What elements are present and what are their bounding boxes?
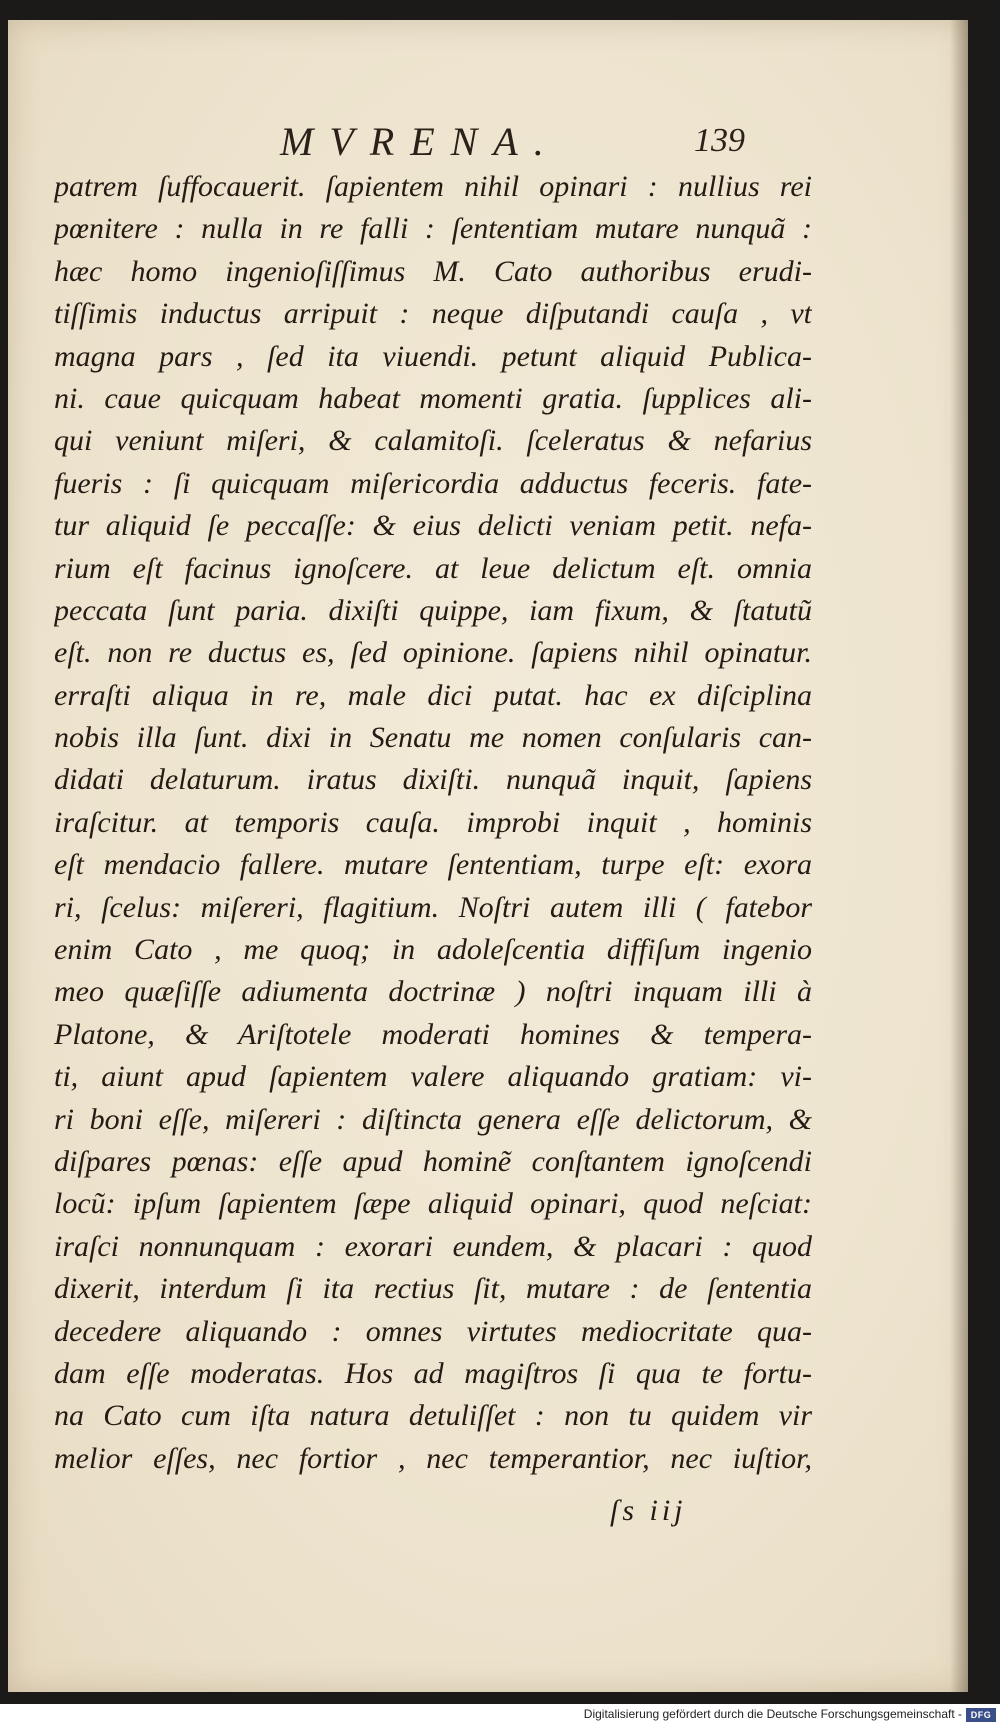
text-line: eſt. non re ductus es, ſed opinione. ſapiens nihil opinatur. <box>54 636 812 670</box>
running-head <box>8 118 968 166</box>
text-line: na Cato cum iſta natura detuliſſet : non tu quidem vir <box>54 1399 812 1433</box>
body-text <box>54 166 812 1480</box>
text-line: qui veniunt miſeri, & calamitoſi. ſceleratus & nefarius <box>54 424 812 458</box>
text-line: dixerit, interdum ſi ita rectius ſit, mutare : de ſententia <box>54 1272 812 1306</box>
text-line: erraſti aliqua in re, male dici putat. hac ex diſciplina <box>54 678 812 712</box>
text-line: melior eſſes, nec fortior , nec temperantior, nec iuſtior, <box>54 1441 812 1475</box>
text-line: enim Cato , me quoq; in adoleſcentia diffiſum ingenio <box>54 933 812 967</box>
text-line: tur aliquid ſe peccaſſe: & eius delicti veniam petit. nefa- <box>54 509 812 543</box>
text-line: peccata ſunt paria. dixiſti quippe, iam fixum, & ſtatutũ <box>54 593 812 627</box>
text-line: Platone, & Ariſtotele moderati homines & tempera- <box>54 1017 812 1051</box>
text-line: iraſcitur. at temporis cauſa. improbi inquit , hominis <box>54 805 812 839</box>
funding-credit: Digitalisierung gefördert durch die Deutsche Forschungsgemeinschaft - <box>583 1707 962 1721</box>
page-edge-shadow <box>950 20 968 1692</box>
text-line: iraſci nonnunquam : exorari eundem, & placari : quod <box>54 1229 812 1263</box>
text-line: dam eſſe moderatas. Hos ad magiſtros ſi qua te fortu- <box>54 1356 812 1390</box>
text-line: meo quæſiſſe adiumenta doctrinæ ) noſtri inquam illi à <box>54 975 812 1009</box>
text-line: magna pars , ſed ita viuendi. petunt aliquid Publica- <box>54 339 812 373</box>
text-line: ti, aiunt apud ſapientem valere aliquando gratiam: vi- <box>54 1060 812 1094</box>
footer-bar <box>0 1704 1000 1726</box>
text-line: rium eſt facinus ignoſcere. at leue delictum eſt. omnia <box>54 551 812 585</box>
text-line: didati delaturum. iratus dixiſti. nunquã inquit, ſapiens <box>54 763 812 797</box>
text-line: ri boni eſſe, miſereri : diſtincta genera eſſe delictorum, & <box>54 1102 812 1136</box>
page-number: 139 <box>694 122 745 159</box>
text-line: ni. caue quicquam habeat momenti gratia. ſupplices ali- <box>54 381 812 415</box>
running-title: MVRENA. <box>280 119 560 164</box>
text-line: diſpares pœnas: eſſe apud hominẽ conſtantem ignoſcendi <box>54 1144 812 1178</box>
text-line: fueris : ſi quicquam miſericordia adductus feceris. fate- <box>54 466 812 500</box>
text-line: pœnitere : nulla in re falli : ſententiam mutare nunquã : <box>54 212 812 246</box>
book-page <box>8 20 968 1692</box>
text-line: tiſſimis inductus arripuit : neque diſputandi cauſa , vt <box>54 297 812 331</box>
text-line: locũ: ipſum ſapientem ſæpe aliquid opinari, quod neſciat: <box>54 1187 812 1221</box>
catchword: ſs iij <box>610 1494 687 1527</box>
dfg-logo: DFG <box>966 1708 996 1722</box>
text-line: patrem ſuffocauerit. ſapientem nihil opinari : nullius rei <box>54 170 812 203</box>
text-line: hæc homo ingenioſiſſimus M. Cato authoribus erudi- <box>54 254 812 288</box>
text-line: decedere aliquando : omnes virtutes mediocritate qua- <box>54 1314 812 1348</box>
text-line: nobis illa ſunt. dixi in Senatu me nomen conſularis can- <box>54 721 812 755</box>
text-line: ri, ſcelus: miſereri, flagitium. Noſtri autem illi ( fatebor <box>54 890 812 924</box>
text-line: eſt mendacio fallere. mutare ſententiam, turpe eſt: exora <box>54 848 812 882</box>
